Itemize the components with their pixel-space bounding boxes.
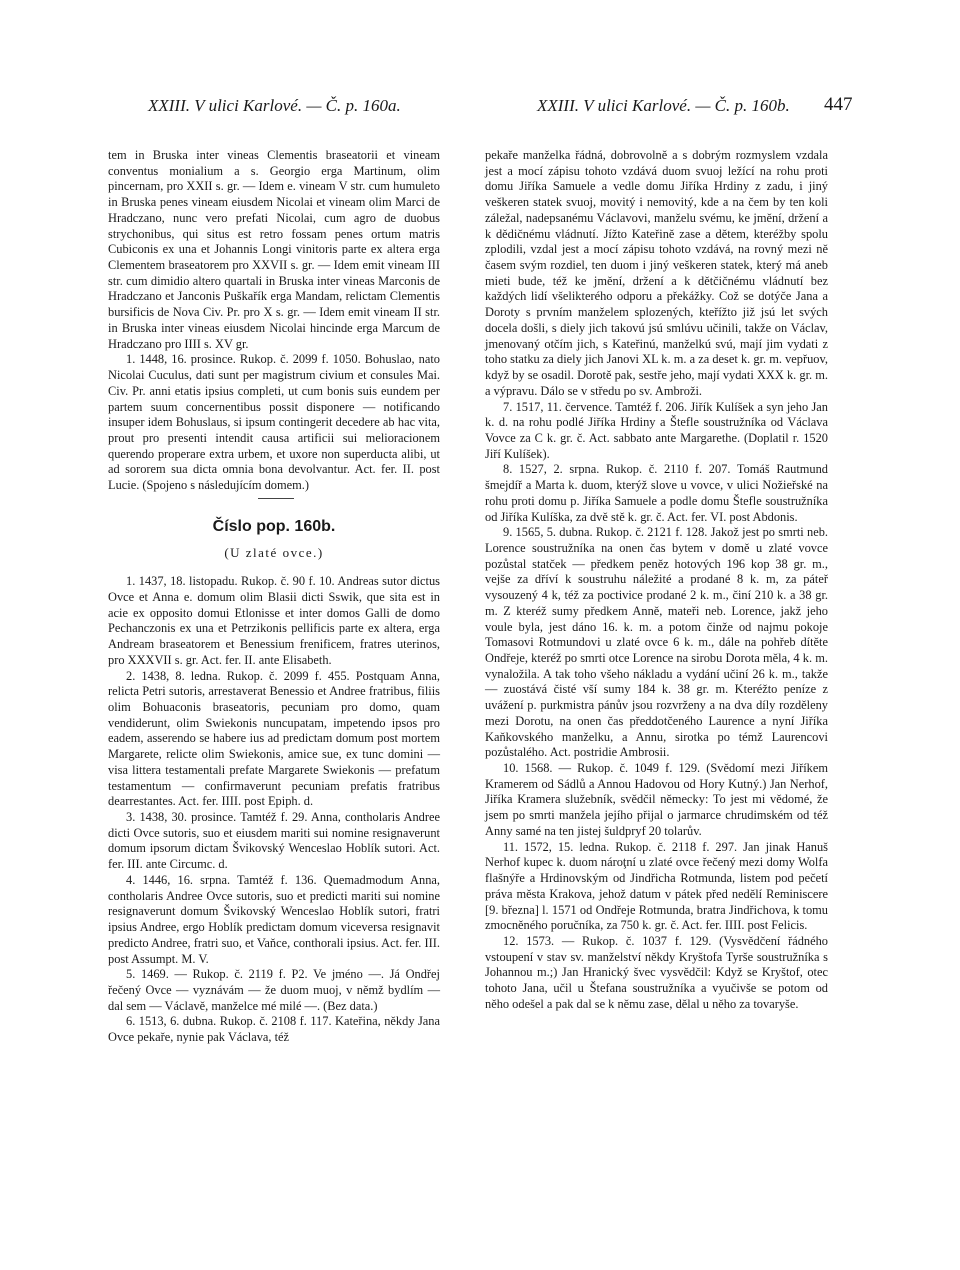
section-divider (108, 494, 440, 503)
entry-paragraph: 1. 1448, 16. prosince. Rukop. č. 2099 f. 1050. Bohuslao, nato Nicolai Cuculus, dati sunt per magistrum civium et consules Mai. Civ. Pr. anni etatis ipsius completi, ut cum bonis suis eundem per partem suum concernentibus possit disponere — notificando insuper idem Bohuslaus, si ipsum contingerit decedere ab hac vita, prout pro presenti intendit causa artificii sui melioracionem querendo properare extra urbem, et uxore non superducta alibi, ut ad sororem sua dicta omnia bona devolvantur. Act. fer. II. post Lucie. (Spojeno s následujícím domem.) (108, 352, 440, 493)
entry-paragraph: 8. 1527, 2. srpna. Rukop. č. 2110 f. 207. Tomáš Rautmund šmejdíř a Marta k. duom, kterýž slove u vovce, v ulici Nožieřské na rohu proti domu p. Jiříka Samuele a podle domu Štefle soustružníka od Jiříka Kulíška, za dvě stě k. gr. č. Act. fer. VI. post Abdonis. (485, 462, 828, 524)
entry-paragraph: 1. 1437, 18. listopadu. Rukop. č. 90 f. 10. Andreas sutor dictus Ovce et Anna e. domum olim Blasii dicti Sswik, que sita est in acie ex opposito domui Etlonisse et inter domos Galli de domo Pechanczonis ex una et Petrzikonis pellificis parte ex altera, erga Andream braseatorem et Benessium frenificem, fratres uterinos, pro XXXVII s. gr. Act. fer. II. ante Elisabeth. (108, 574, 440, 667)
entry-paragraph: 12. 1573. — Rukop. č. 1037 f. 129. (Vysvědčení řádného vstoupení v stav sv. manželství někdy Kryštofa Tyrše soustružníka s Johannou m.;) Jan Hranický švec vysvědčil: Když se Kryštof, otec tohoto Jana, učil u Štefana soustružníka a vyučivše se potom od něho odešel a pak dal se k němu zase, dělal u něho za tovaryše. (485, 933, 828, 1011)
running-header-left: XXIII. V ulici Karlové. — Č. p. 160a. (148, 96, 401, 115)
entry-paragraph: 2. 1438, 8. ledna. Rukop. č. 2099 f. 455. Postquam Anna, relicta Petri sutoris, arrestaverat Benessio et Andree fratribus, filiis olim Bohuaconis braseatoris, pecuniam pro domo, quam vendiderunt, olim Swiekonis nuncupatam, impetendo ipsos pro eadem, asserendo se habere ius ad predictam domum post mortem Margarete, relicte olim Swiekonis, amice sue, ex tunc domini — visa littera testamentali prefate Margarete Swiekonis — prefatum testamentum — confirmaverunt pecuniam prefatis fratribus dearrestantes. Act. fer. IIII. post Epiph. d. (108, 668, 440, 809)
page-number: 447 (824, 94, 853, 115)
entry-paragraph: 6. 1513, 6. dubna. Rukop. č. 2108 f. 117. Kateřina, někdy Jana Ovce pekaře, nynie pak Václava, též (108, 1014, 440, 1045)
entry-paragraph: 11. 1572, 15. ledna. Rukop. č. 2118 f. 297. Jan jinak Hanuš Nerhof kupec k. duom nároţní u zlaté ovce řečený mezi domy Wolfa flašnýře a Hrdinovským od Jindřicha Rotmunda, listem pod pečetí práva města Krakova, jehož datum v pátek před nedělí Reminiscere [9. března] l. 1571 od Ondřeje Rotmunda, bratra Jindřichova, k tomu zmocněného poručníka, za 750 k. gr. č. Act. fer. IIII. post Felicis. (485, 839, 828, 933)
continued-paragraph: tem in Bruska inter vineas Clementis braseatorii et vineam conventus monialium a s. Georgio erga Martinum, olim pincernam, pro XXII s. gr. — Idem e. vineam V str. cum humuleto in Bruska penes vineam eiusdem Nicolai et vineam olim Marci de Hradczano, nunc vero prefati Nicolai, cum agro de duobus strychonibus, qui situs est retro fossam penes ortum matris Cubiconis ex una et Johannis Longi vinitoris parte ex altera erga Clementem braseatorem pro XXVII s. gr. — Idem emit vineam III str. cum dimidio altero quartali in Bruska inter vineas Marconis de Hradczano et Janconis Puškařík erga Mandam, relictam Clementis bursificis de Nova Civ. Pr. pro X s. gr. — Idem emit vineam II str. in Bruska inter vineas eiusdem Nicolai hincinde erga Marcum de Hradczano pro IIII s. XV gr. (108, 148, 440, 351)
left-column (108, 148, 440, 1046)
running-header-right: XXIII. V ulici Karlové. — Č. p. 160b. (537, 96, 790, 115)
entry-paragraph: 7. 1517, 11. července. Tamtéž f. 206. Jiřík Kulíšek a syn jeho Jan k. d. na rohu podlé Jiříka Hrdiny a Štefle soustružníka od Václava Vovce za C k. gr. č. Act. sabbato ante Margarethe. (Doplatil r. 1520 Jiří Kulíšek). (485, 399, 828, 461)
right-column (485, 148, 828, 1013)
continued-paragraph: pekaře manželka řádná, dobrovolně a s dobrým rozmyslem vzdala jest a mocí zápisu tohoto vzdává duom svuoj ležící na rohu proti domu Jiříka Samuele a vedle domu Jiříka Hrdiny z zadu, i jiný veškeren statek svuoj, movitý i nemovitý, kde a na čem by ten koli záležal, nadepsanému Václavovi, manželu svému, ke jmění, držení a k dědičnému vládnutí. Jížto Kateřině zase a dětem, kteréžby spolu zplodili, vzdal jest a mocí zápisu tohoto vzdává, na rovný mezi ně časem svým rozdiel, ten duom i jiný veškeren statek, který má aneb mieti bude, též ke jmění, držení a k dětčičnému vládnutí bez každých lidí všelikterého odporu a překážky. Což se dotýče Jana a Doroty s prvním manželem splozených, kteřížto již jsú let svých docela došli, s diely jich takovú jsú smlúvu učinili, takže on Václav, jmenovaný otčím jich, s Kateřinú, manželkú svú, mají jim vydati z toho statku za diely jich Janovi XL k. m. a za deset k. gr. m. vepřuov, když by se osadil. Dorotě pak, sestře jeho, mají vydati XXX k. gr. m. a výpravu. Dálo se v středu po sv. Ambroži. (485, 148, 828, 398)
entry-paragraph: 9. 1565, 5. dubna. Rukop. č. 2121 f. 128. Jakož jest po smrti neb. Lorence soustružníka na onen čas bytem v domě u zlaté vovce pozůstal statček — předkem peněz hotových 196 kop 38 gr. m., vejše za dříví k soustruhu náležité a prodané 8 k. m, za páteř vysouzený 4 k, též za poctivice prodané 2 k. m., činí 210 k. a 38 gr. m. Z kteréž sumy předkem Anně, mateři neb. Lorence, jakž jeho voule byla, jest dáno 16. k. m. a potom činže od najmu pokoje Tomasovi Rotmundovi u zlaté ovce 6 k. m., dále na pohřeb dítěte Ondřeje, kteréž po smrti otce Lorence na sirobu Dorota měla, 4 k. m. vynaložila. A tak toho všeho nákladu a vydání učiní 26 k. m., takže — zuostává čisté vší sumy 184 k. 38 gr. m. Kteréžto peníze z uvážení p. purkmistra pánův jsou rozvrženy a na dva díly rozděleny mezi Dorotu, na onen čas předdotčeného Laurence a nyní Jiříka Kaňkovského manželku, a Annu, sirotka po témž Laurencovi pozůstalého. Act. postridie Ambrosii. (485, 525, 828, 760)
section-subtitle: (U zlaté ovce.) (224, 544, 324, 560)
entry-paragraph: 10. 1568. — Rukop. č. 1049 f. 129. (Svědomí mezi Jiříkem Kramerem od Sádlů a Annou Hadovou od Hory Kutný.) Jan Nerhof, Jiříka Kramera služebník, svědčil německy: To jest mi vědomé, že jsem po smrti manžela jejího přijal o jarmarce chrudimském od též Anny samé na ten jistej šuldpryf 20 tolarův. (485, 761, 828, 838)
entry-paragraph: 5. 1469. — Rukop. č. 2119 f. P2. Ve jméno —. Já Ondřej řečený Ovce — vyznávám — že duom muoj, v němž bydlím — dal sem — Václavě, manželce mé milé —. (Bez data.) (108, 967, 440, 1013)
entry-paragraph: 4. 1446, 16. srpna. Tamtéž f. 136. Quemadmodum Anna, contholaris Andree Ovce sutoris, suo et predicti mariti sui nomine resignaverunt domum Švikovský Wenceslao Hoblík sutori, fratri ipsius Andree, ergo Hoblík predictam domum viceversa resignavit predicto Andree, fratri suo, et Vaňce, conthorali ipsius. Act. fer. III. post Assumpt. M. V. (108, 872, 440, 966)
entry-paragraph: 3. 1438, 30. prosince. Tamtéž f. 29. Anna, contholaris Andree dicti Ovce sutoris, suo et eiusdem mariti sui nomine resignaverunt domum ipsorum dictam Švikovský Wenceslao Hoblík sutori. Act. fer. III. ante Circumc. d. (108, 810, 440, 872)
section-title: Číslo pop. 160b. (212, 517, 336, 535)
